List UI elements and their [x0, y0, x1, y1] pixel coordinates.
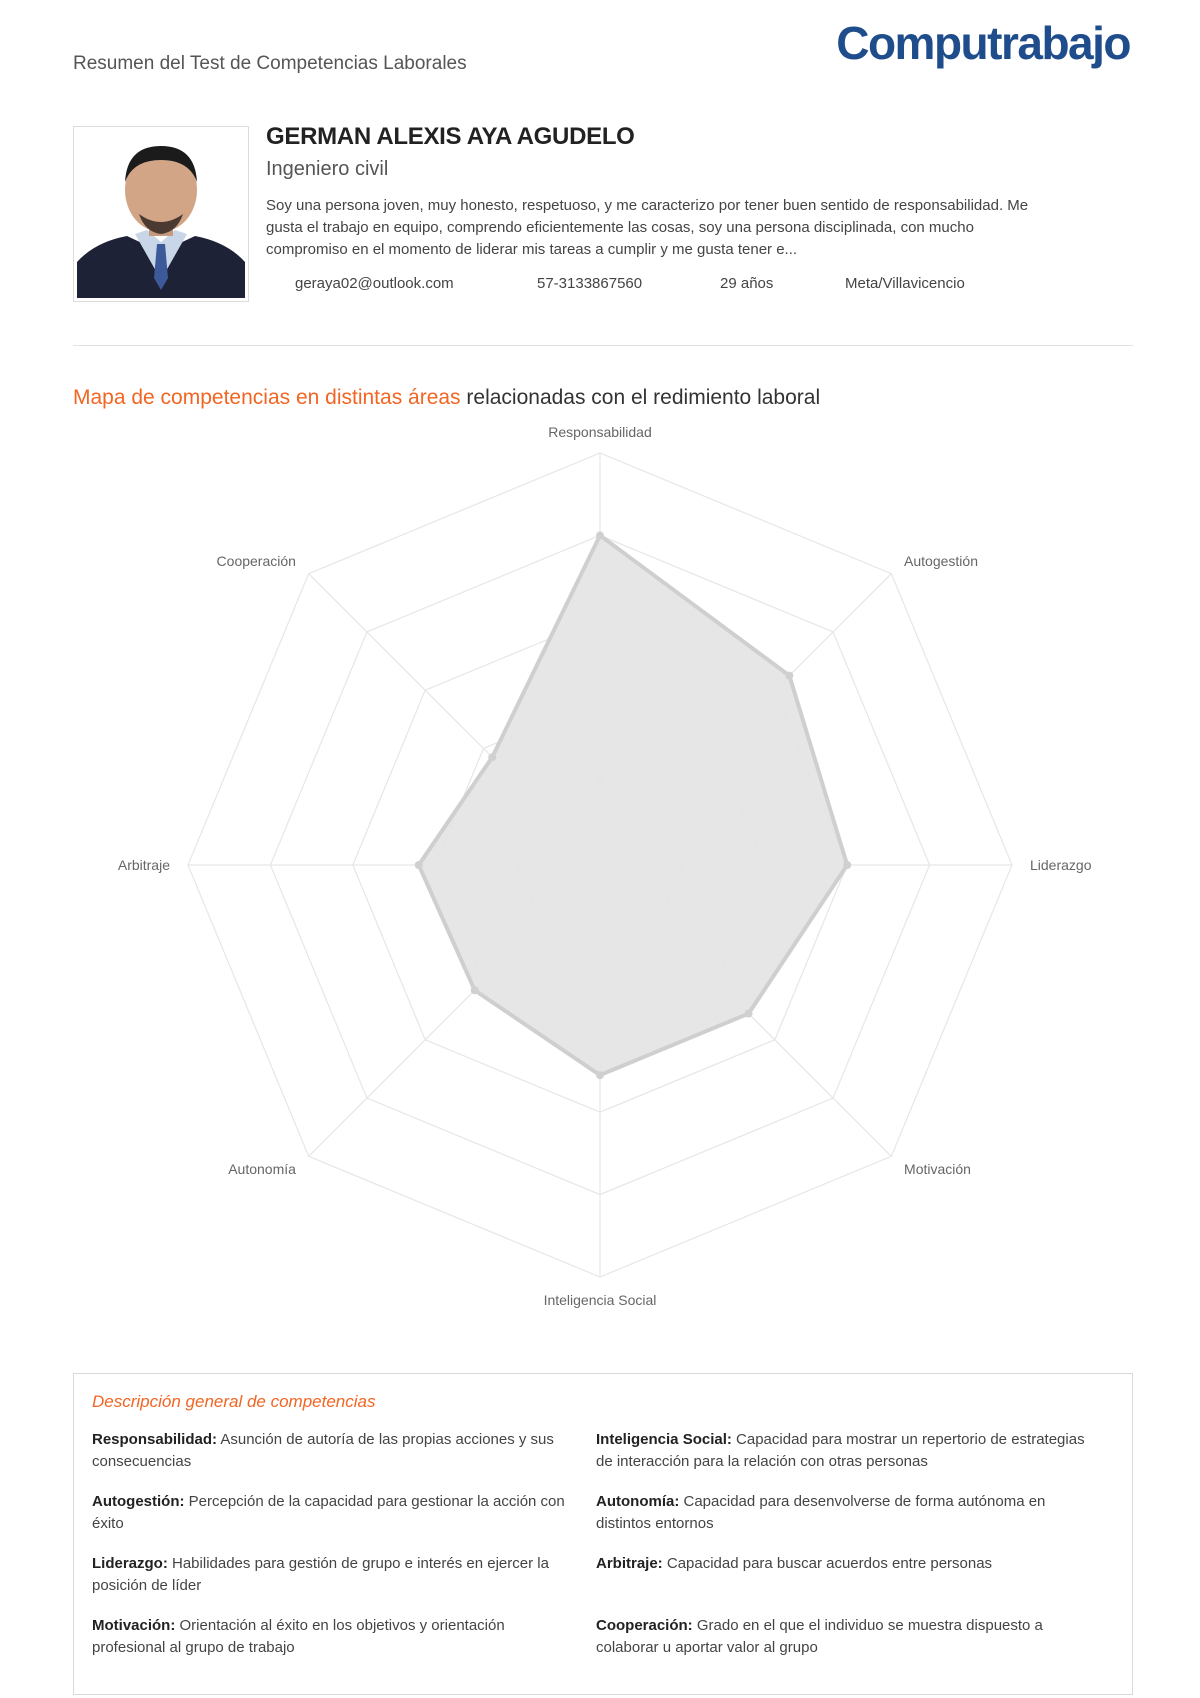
def-autogestion	[92, 1491, 582, 1535]
radar-point-autonomía	[471, 986, 479, 994]
radar-axis-label: Motivación	[904, 1161, 971, 1178]
def-desc: Percepción de la capacidad para gestionar la acción con éxito	[92, 1493, 565, 1532]
def-term: Cooperación:	[596, 1617, 693, 1634]
chart-title-accent: Mapa de competencias en distintas áreas	[73, 386, 461, 409]
def-cooperacion	[596, 1615, 1086, 1659]
def-arbitraje	[596, 1553, 1086, 1575]
candidate-bio: Soy una persona joven, muy honesto, respetuoso, y me caracterizo por tener buen sentido de responsabilidad. Me gusta el trabajo en equipo, comprendo eficientemente las cosas, soy una persona disciplinada, con mucho compromiso en el momento de liderar mis tareas a cumplir y me gusta tener e...	[266, 197, 1029, 258]
radar-point-responsabilidad	[596, 531, 604, 539]
def-term: Arbitraje:	[596, 1555, 663, 1572]
legend-title: Descripción general de competencias	[92, 1392, 376, 1411]
candidate-role: Ingeniero civil	[266, 158, 389, 180]
def-responsabilidad	[92, 1429, 582, 1473]
radar-point-liderazgo	[843, 861, 851, 869]
section-divider	[73, 345, 1133, 346]
computrabajo-logo: Computrabajo	[836, 17, 1130, 69]
chart-section-title	[73, 386, 820, 410]
def-inteligencia-social	[596, 1429, 1086, 1473]
def-term: Responsabilidad:	[92, 1431, 218, 1448]
def-desc: Grado en el que el individuo se muestra dispuesto a colaborar u aportar valor al grupo	[596, 1617, 1043, 1656]
def-desc: Capacidad para mostrar un repertorio de estrategias de interacción para la relación con otras personas	[596, 1431, 1085, 1470]
def-term: Motivación:	[92, 1617, 176, 1634]
radar-point-autogestión	[785, 672, 793, 680]
competency-radar-chart	[0, 420, 1200, 1320]
chart-title-rest: relacionadas con el redimiento laboral	[460, 386, 821, 409]
radar-axis-label: Arbitraje	[117, 857, 170, 873]
radar-axis-label: Inteligencia Social	[543, 1292, 657, 1308]
def-autonomia	[596, 1491, 1086, 1535]
radar-axis-label: Autogestión	[904, 552, 979, 569]
radar-area	[415, 531, 851, 1079]
def-term: Liderazgo:	[92, 1555, 168, 1572]
def-liderazgo	[92, 1553, 582, 1597]
radar-axis-label: Cooperación	[216, 552, 296, 569]
def-desc: Capacidad para buscar acuerdos entre personas	[662, 1555, 993, 1572]
radar-point-motivación	[745, 1010, 753, 1018]
competency-descriptions	[73, 1373, 1133, 1695]
contact-phone: 57-3133867560	[537, 275, 643, 292]
contact-age: 29 años	[720, 275, 774, 292]
radar-axis-label: Liderazgo	[1030, 857, 1092, 873]
def-desc: Asunción de autoría de las propias acciones y sus consecuencias	[92, 1431, 554, 1470]
radar-axis-label: Autonomía	[228, 1161, 296, 1178]
def-desc: Orientación al éxito en los objetivos y orientación profesional al grupo de trabajo	[92, 1617, 505, 1656]
radar-point-inteligencia-social	[596, 1071, 604, 1079]
document-title: Resumen del Test de Competencias Laborales	[73, 53, 467, 74]
def-term: Autonomía:	[596, 1493, 680, 1510]
radar-point-arbitraje	[415, 861, 423, 869]
def-term: Autogestión:	[92, 1493, 185, 1510]
radar-series-area	[419, 535, 847, 1075]
contact-email[interactable]: geraya02@outlook.com	[295, 275, 454, 292]
radar-axis-label: Responsabilidad	[548, 424, 652, 440]
def-term: Inteligencia Social:	[596, 1431, 732, 1448]
def-motivacion	[92, 1615, 582, 1659]
def-desc: Habilidades para gestión de grupo e interés en ejercer la posición de líder	[92, 1555, 549, 1594]
def-desc: Capacidad para desenvolverse de forma autónoma en distintos entornos	[596, 1493, 1046, 1532]
radar-point-cooperación	[488, 753, 496, 761]
contact-location: Meta/Villavicencio	[845, 275, 965, 292]
candidate-name: GERMAN ALEXIS AYA AGUDELO	[266, 123, 635, 150]
profile-photo	[73, 126, 249, 302]
person-photo-icon	[77, 130, 245, 298]
